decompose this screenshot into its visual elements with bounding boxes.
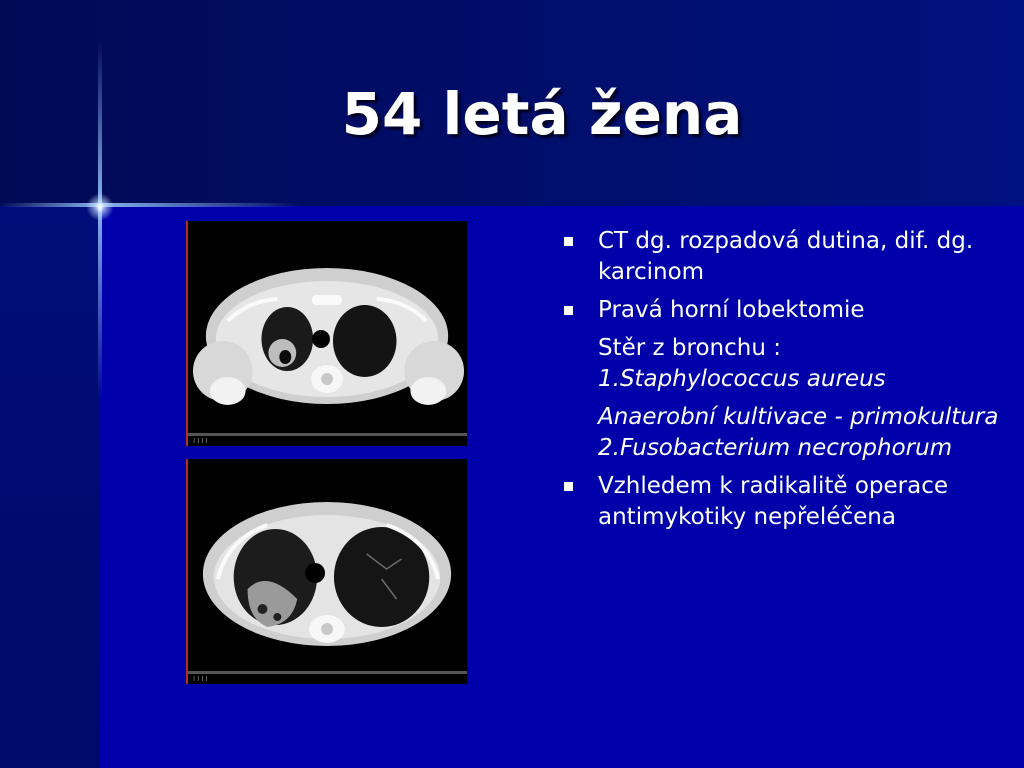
anaerobic-paragraph bbox=[560, 402, 1000, 464]
svg-text:ǀǀǀǀ: ǀǀǀǀ bbox=[191, 674, 209, 684]
square-bullet-icon bbox=[564, 482, 573, 491]
list-item-text: Vzhledem k radikalitě operace antimykotiky nepřeléčena bbox=[598, 473, 948, 530]
slide-content bbox=[560, 226, 1000, 540]
list-item bbox=[560, 295, 1000, 326]
list-item-text: CT dg. rozpadová dutina, dif. dg. karcinom bbox=[598, 228, 974, 285]
svg-text:ǀǀǀǀ: ǀǀǀǀ bbox=[191, 436, 209, 446]
culture-result-1: 1.Staphylococcus aureus bbox=[598, 366, 886, 392]
culture-heading: Stěr z bronchu : bbox=[598, 335, 781, 361]
ct-scan-image-2 bbox=[186, 459, 467, 684]
sparkle-star-icon bbox=[86, 193, 114, 221]
anaerobic-heading: Anaerobní kultivace - primokultura bbox=[598, 404, 999, 430]
list-item bbox=[560, 471, 1000, 533]
list-item bbox=[560, 226, 1000, 288]
culture-paragraph bbox=[560, 333, 1000, 395]
left-band bbox=[0, 206, 100, 768]
slide-title: 54 letá žena bbox=[341, 80, 743, 148]
ct-scan-image-1 bbox=[186, 221, 467, 446]
square-bullet-icon bbox=[564, 237, 573, 246]
culture-result-2: 2.Fusobacterium necrophorum bbox=[598, 435, 953, 461]
square-bullet-icon bbox=[564, 306, 573, 315]
sparkle-horizontal-line bbox=[0, 203, 300, 207]
list-item-text: Pravá horní lobektomie bbox=[598, 297, 865, 323]
